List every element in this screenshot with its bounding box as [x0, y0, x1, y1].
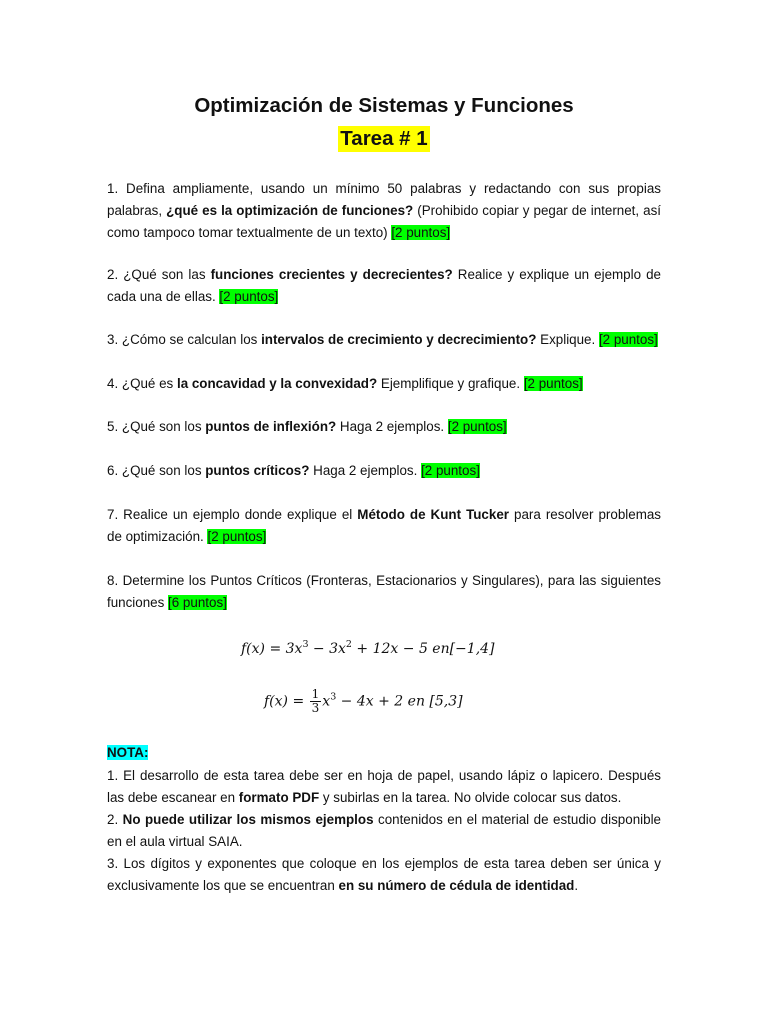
- subtitle-wrap: [107, 126, 661, 152]
- formula-1: $f(x) = 3x^3 - 3x^2 + 12x - 5$ en[−1,4]: [241, 639, 495, 657]
- points-badge: [2 puntos]: [391, 225, 451, 240]
- question-1: 1. Defina ampliamente, usando un mínimo 50 palabras y redactando con sus propias palabras, ¿qué es la optimización de funciones? (Prohibido copiar y pegar de internet, así como tampoco tomar textualmente de un texto) [2 puntos]: [107, 181, 661, 240]
- fraction: $\frac{1}{3}$: [311, 687, 320, 715]
- nota-item-3: 3. Los dígitos y exponentes que coloque en los ejemplos de esta tarea deben ser única y exclusivamente los que se encuentran en su número de cédula de identidad.: [107, 856, 661, 893]
- question-2: 2. ¿Qué son las funciones crecientes y decrecientes? Realice y explique un ejemplo de cada una de ellas. [2 puntos]: [107, 267, 661, 304]
- nota-item-1: 1. El desarrollo de esta tarea debe ser en hoja de papel, usando lápiz o lapicero. Después las debe escanear en formato PDF y subirlas en la tarea. No olvide colocar sus datos.: [107, 768, 661, 805]
- assignment-number: Tarea # 1: [340, 127, 428, 150]
- points-badge: [2 puntos]: [447, 419, 507, 434]
- nota-label: NOTA:: [107, 745, 149, 760]
- nota-label-line: [107, 742, 661, 764]
- question-5: 5. ¿Qué son los puntos de inflexión? Haga 2 ejemplos. [2 puntos]: [107, 419, 507, 434]
- points-badge: [2 puntos]: [598, 332, 658, 347]
- question-8: 8. Determine los Puntos Críticos (Fronteras, Estacionarios y Singulares), para las siguientes funciones [6 puntos]: [107, 573, 661, 610]
- question-3: 3. ¿Cómo se calculan los intervalos de crecimiento y decrecimiento? Explique. [2 puntos]: [107, 332, 658, 347]
- document-title: Optimización de Sistemas y Funciones: [194, 94, 574, 117]
- question-4: 4. ¿Qué es la concavidad y la convexidad? Ejemplifique y grafique. [2 puntos]: [107, 376, 583, 391]
- points-badge: [2 puntos]: [219, 289, 279, 304]
- points-badge: [2 puntos]: [523, 376, 583, 391]
- question-7: 7. Realice un ejemplo donde explique el Método de Kunt Tucker para resolver problemas de optimización. [2 puntos]: [107, 507, 662, 544]
- question-6: 6. ¿Qué son los puntos críticos? Haga 2 ejemplos. [2 puntos]: [107, 463, 480, 478]
- points-badge: [2 puntos]: [421, 463, 480, 478]
- points-badge: [6 puntos]: [168, 595, 227, 610]
- points-badge: [2 puntos]: [207, 529, 267, 544]
- nota-item-2: 2. No puede utilizar los mismos ejemplos contenidos en el material de estudio disponible en el aula virtual SAIA.: [107, 812, 661, 849]
- formula-2: f(x) = $\frac{1}{3}$ $x^3 - 4x + 2$ en [5,3]: [264, 687, 463, 715]
